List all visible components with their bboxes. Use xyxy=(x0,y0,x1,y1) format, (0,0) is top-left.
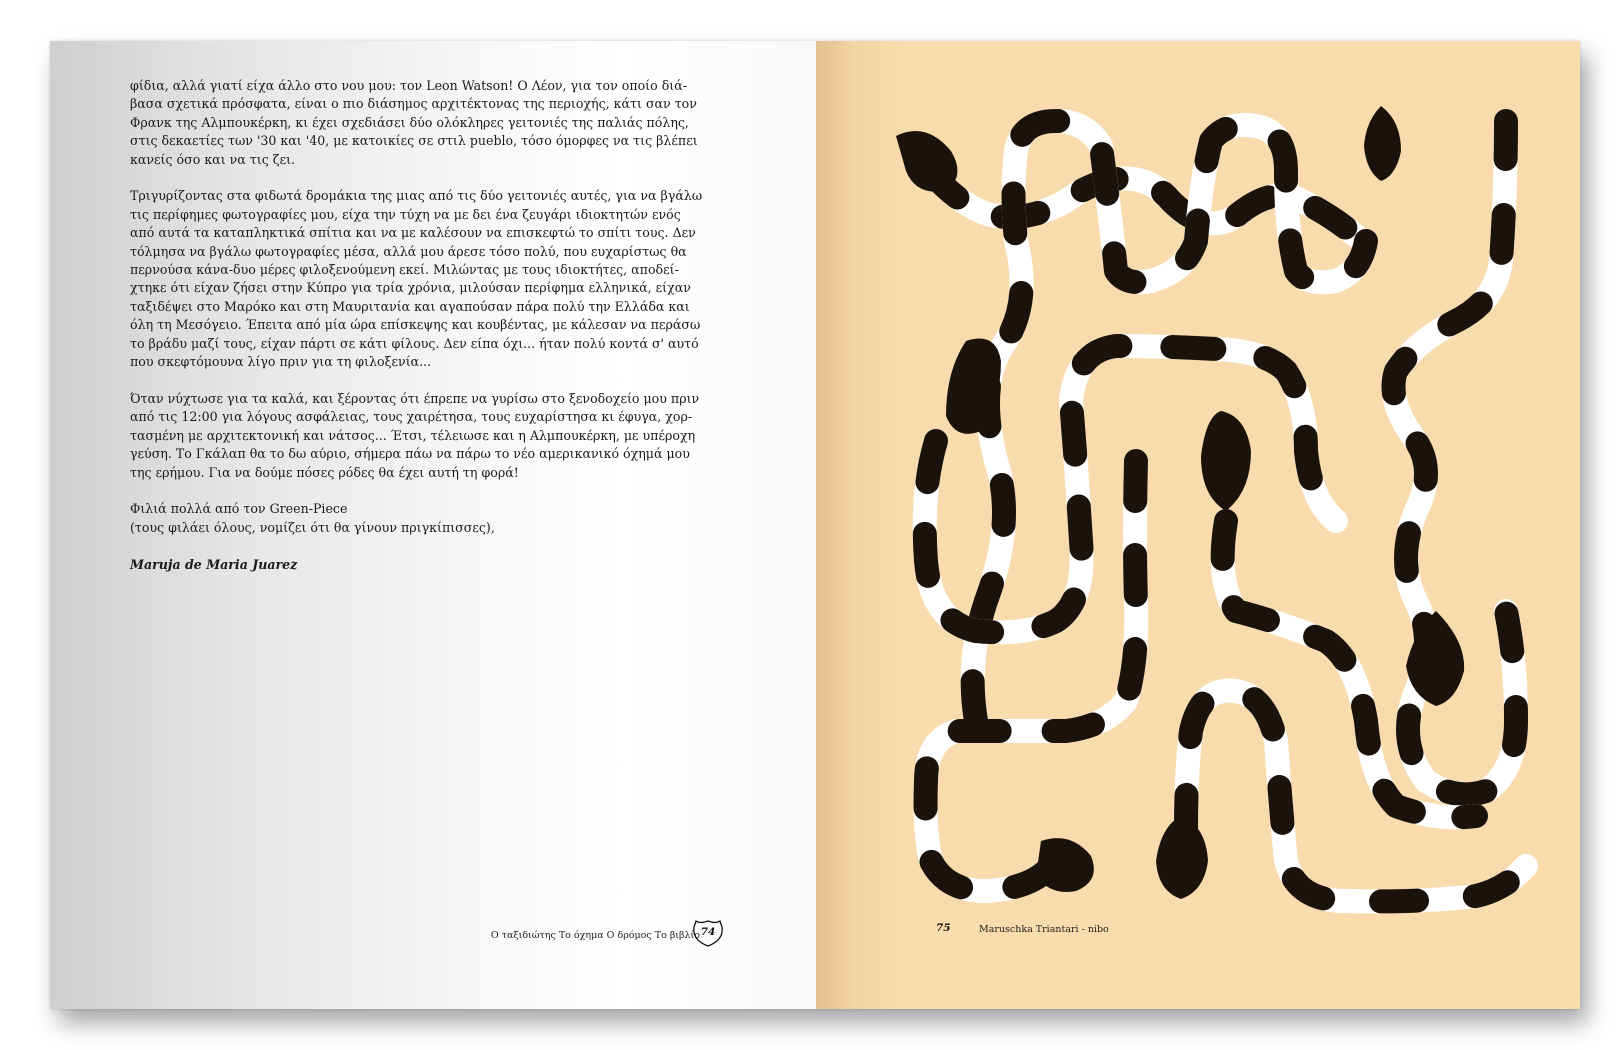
signature: Maruja de Maria Juarez xyxy=(130,556,298,572)
text-line: Φιλιά πολλά από τον Green-Piece xyxy=(130,501,348,517)
body-text xyxy=(130,77,716,592)
text-line: που σκεφτόμουνα λίγο πριν για τη φιλοξενία... xyxy=(130,354,432,370)
snake-head xyxy=(1156,816,1208,899)
text-line: βασα σχετικά πρόσφατα, είναι ο πιο διάσημος αρχιτέκτονας της περιοχής, κάτι σαν τον xyxy=(130,96,697,112)
text-line: όλη τη Μεσόγειο. Έπειτα από μία ώρα επίσκεψης και κουβέντας, με κάλεσαν να περάσω xyxy=(130,317,701,333)
text-line: στις δεκαετίες των '30 και '40, με κατοικίες σε στιλ pueblo, τόσο όμορφες να τις βλέπει xyxy=(130,133,698,149)
text-line: Τριγυρίζοντας στα φιδωτά δρομάκια της μιας από τις δύο γειτονιές αυτές, για να βγάλω xyxy=(130,188,703,204)
text-line: το βράδυ μαζί τους, είχαν πάρτι σε κάτι φίλους. Δεν είπα όχι... ήταν πολύ κοντά σ' αυτό xyxy=(130,335,699,351)
book-spread xyxy=(50,41,1580,1009)
text-line: τόλμησα να βγάλω φωτογραφίες μέσα, αλλά μου άρεσε τόσο πολύ, που ευχαρίστως θα xyxy=(130,243,687,259)
snakes-illustration xyxy=(816,41,1580,1009)
text-line: (τους φιλάει όλους, νομίζει ότι θα γίνουν πριγκίπισσες), xyxy=(130,519,495,535)
page-number-badge xyxy=(691,918,725,948)
left-page xyxy=(50,41,816,1009)
snake-3 xyxy=(1394,121,1517,794)
snake-head xyxy=(896,131,957,192)
text-line: κανείς όσο και να τις ζει. xyxy=(130,151,296,167)
text-line: από αυτά τα καταπληκτικά σπίτια και να με καλέσουν να επισκεφτώ το σπίτι τους. Δεν xyxy=(130,225,696,241)
text-line: από τις 12:00 για λόγους ασφάλειας, τους χαιρέτησα, τους ευχαρίστησα κι έφυγα, χορ- xyxy=(130,409,693,425)
paragraph-3 xyxy=(130,390,716,482)
text-line: γεύση. Το Γκάλαπ θα το δω αύριο, σήμερα πάω να πάρω το νέο αμερικανικό όχημά μου xyxy=(130,446,690,462)
snake-5 xyxy=(926,461,1137,891)
page-number-left: 74 xyxy=(700,926,716,938)
paragraph-4 xyxy=(130,500,716,537)
paragraph-2 xyxy=(130,187,716,371)
right-page xyxy=(816,41,1580,1009)
snake-head xyxy=(1036,838,1094,892)
snake-head xyxy=(1364,106,1401,181)
text-line: της ερήμου. Για να δούμε πόσες ρόδες θα έχει αυτή τη φορά! xyxy=(130,464,519,480)
text-line: περνούσα κάνα-δυο μέρες φιλοξενούμενη εκεί. Μιλώντας με τους ιδιοκτήτες, αποδεί- xyxy=(130,262,679,278)
running-footer-right: Maruschka Triantari - nibo xyxy=(979,924,1109,935)
text-line: φίδια, αλλά γιατί είχα άλλο στο νου μου: τον Leon Watson! Ο Λέον, για τον οποίο διά- xyxy=(130,78,687,93)
snake-head xyxy=(1201,411,1251,511)
text-line: τασμένη με αρχιτεκτονική και νάτσος... Έτσι, τέλειωσε και η Αλμπουκέρκη, με υπέροχη xyxy=(130,427,696,443)
text-line: ταξιδέψει στο Μαρόκο και στη Μαυριτανία και αγαπούσαν πάρα πολύ την Ελλάδα και xyxy=(130,298,690,314)
running-footer-left: Ο ταξιδιώτης Το όχημα Ο δρόμος Το βιβλίο xyxy=(490,930,700,941)
paragraph-1 xyxy=(130,77,716,169)
text-line: χτηκε ότι είχαν ζήσει στην Κύπρο για τρία χρόνια, μιλούσαν περίφημα ελληνικά, είχαν xyxy=(130,280,691,296)
text-line: τις περίφημες φωτογραφίες μου, είχα την τύχη να με δει ένα ζευγάρι ιδιοκτητών ενός xyxy=(130,206,681,222)
text-line: Φρανκ της Αλμπουκέρκη, κι έχει σχεδιάσει δύο ολόκληρες γειτονιές της παλιάς πόλης, xyxy=(130,114,689,130)
text-line: Όταν νύχτωσε για τα καλά, και ξέροντας ότι έπρεπε να γυρίσω στο ξενοδοχείο μου πριν xyxy=(130,390,700,406)
page-number-right: 75 xyxy=(936,922,951,934)
